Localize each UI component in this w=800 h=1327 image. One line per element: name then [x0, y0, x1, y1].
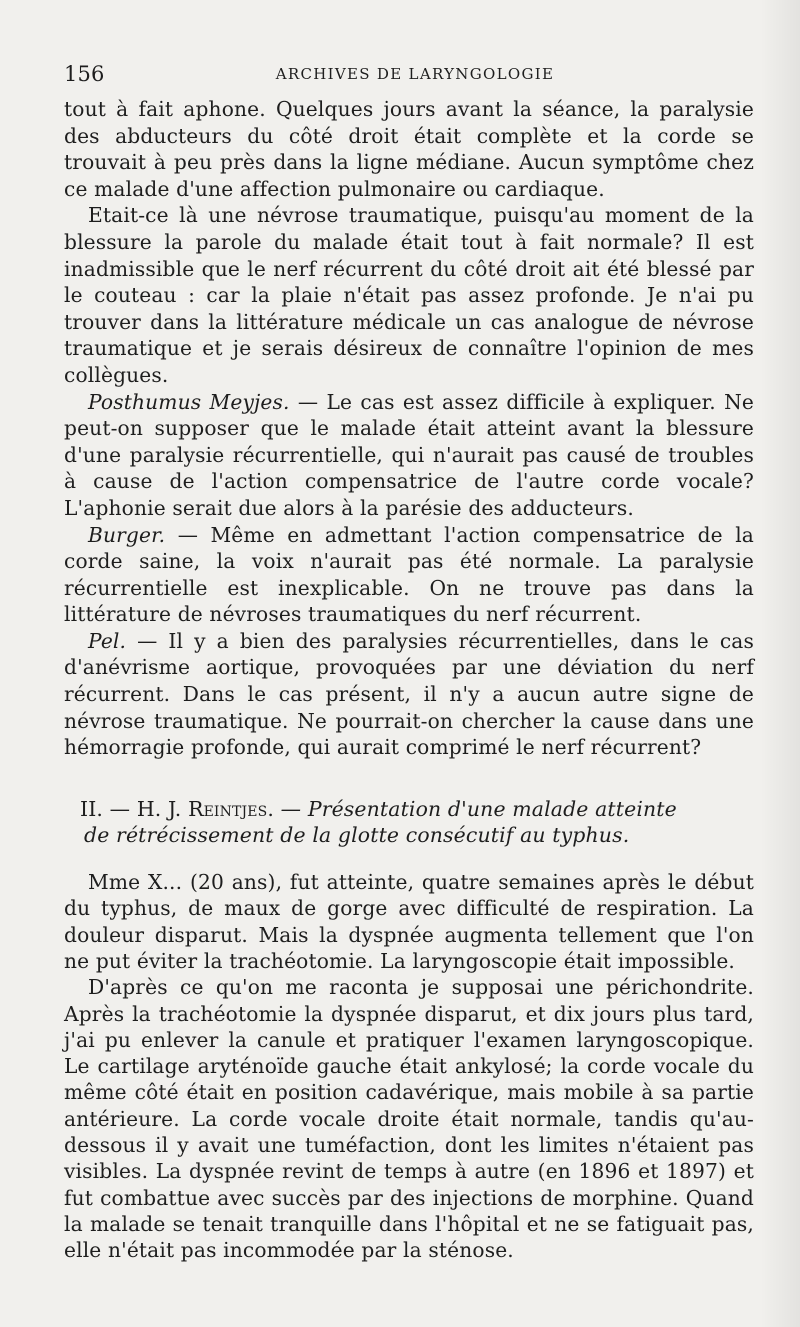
discussion-pel — [64, 628, 754, 761]
section-heading-line-1 — [64, 796, 754, 823]
speaker-name: Burger. — [88, 522, 166, 547]
section-author: Reintjes. — [188, 796, 275, 821]
section-numeral: II. — H. J. — [80, 796, 182, 821]
discussion-burger — [64, 522, 754, 628]
case-history: Mme X... (20 ans), fut atteinte, quatre semaines après le début du typhus, de maux de gorge avec difficulté de respiration. La douleur disparut. Mais la dyspnée augmenta tellement que l'on ne put éviter la trachéotomie. La laryngoscopie était impossible. — [64, 870, 754, 973]
speaker-name: Posthumus Meyjes. — [88, 389, 290, 414]
speaker-remark: — Le cas est assez difficile à expliquer. Ne peut-on supposer que le malade était atteint avant la blessure d'une paralysie récurrentielle, qui n'aurait pas causé de troubles à cause de l'action compensatrice de l'autre corde vocale? L'aphonie serait due alors à la parésie des adducteurs. — [64, 389, 755, 520]
running-title: ARCHIVES DE LARYNGOLOGIE — [275, 65, 555, 83]
paragraph-continuation: tout à fait aphone. Quelques jours avant la séance, la paralysie des abducteurs du côté droit était complète et la corde se trouvait à peu près dans la ligne médiane. Aucun symptôme chez ce malade d'une affection pulmonaire ou cardiaque. — [64, 97, 754, 201]
discussion-posthumus-meyjes — [64, 389, 754, 522]
body-text — [64, 96, 754, 1263]
speaker-remark: — Même en admettant l'action compensatrice de la corde saine, la voix n'aurait pas été normale. La paralysie récurrentielle est inexplicable. On ne trouve pas dans la littérature de névroses traumatiques du nerf récurrent. — [64, 522, 754, 627]
section-title-part-2: de rétrécissement de la glotte consécutif au typhus. — [84, 823, 630, 848]
section-heading — [64, 796, 754, 849]
speaker-remark: — Il y a bien des paralysies récurrentielles, dans le cas d'anévrisme aortique, provoquées par une déviation du nerf récurrent. Dans le cas présent, il n'y a aucun autre signe de névrose traumatique. Ne pourrait-on chercher la cause dans une hémorragie profonde, qui aurait comprimé le nerf récurrent? — [64, 628, 754, 760]
case-report — [64, 869, 754, 1263]
speaker-name: Pel. — [88, 628, 127, 653]
page-number: 156 — [64, 62, 105, 86]
paragraph-traumatic-neurosis: Etait-ce là une névrose traumatique, puisqu'au moment de la blessure la parole du malade était tout à fait normale? Il est inadmissible que le nerf récurrent du côté droit ait été blessé par le couteau : car la plaie n'était pas assez profonde. Je n'ai pu trouver dans la littérature médicale un cas analogue de névrose traumatique et je serais désireux de connaître l'opinion de mes collègues. — [64, 203, 754, 387]
section-title-part-1: — Présentation d'une malade atteinte — [274, 796, 677, 821]
page-header — [64, 62, 754, 90]
case-examination: D'après ce qu'on me raconta je supposai une périchondrite. Après la trachéotomie la dyspnée disparut, et dix jours plus tard, j'ai pu enlever la canule et pratiquer l'examen laryngoscopique. Le cartilage aryténoïde gauche était ankylosé; la corde vocale du même côté était en position cadavérique, mais mobile à sa partie antérieure. La corde vocale droite était normale, tandis qu'au-dessous il y avait une tuméfaction, dont les limites n'étaient pas visibles. La dyspnée revint de temps à autre (en 1896 et 1897) et fut combattue avec succès par des injections de morphine. Quand la malade se tenait tranquille dans l'hôpital et ne se fatiguait pas, elle n'était pas incommodée par la sténose. — [64, 975, 754, 1263]
